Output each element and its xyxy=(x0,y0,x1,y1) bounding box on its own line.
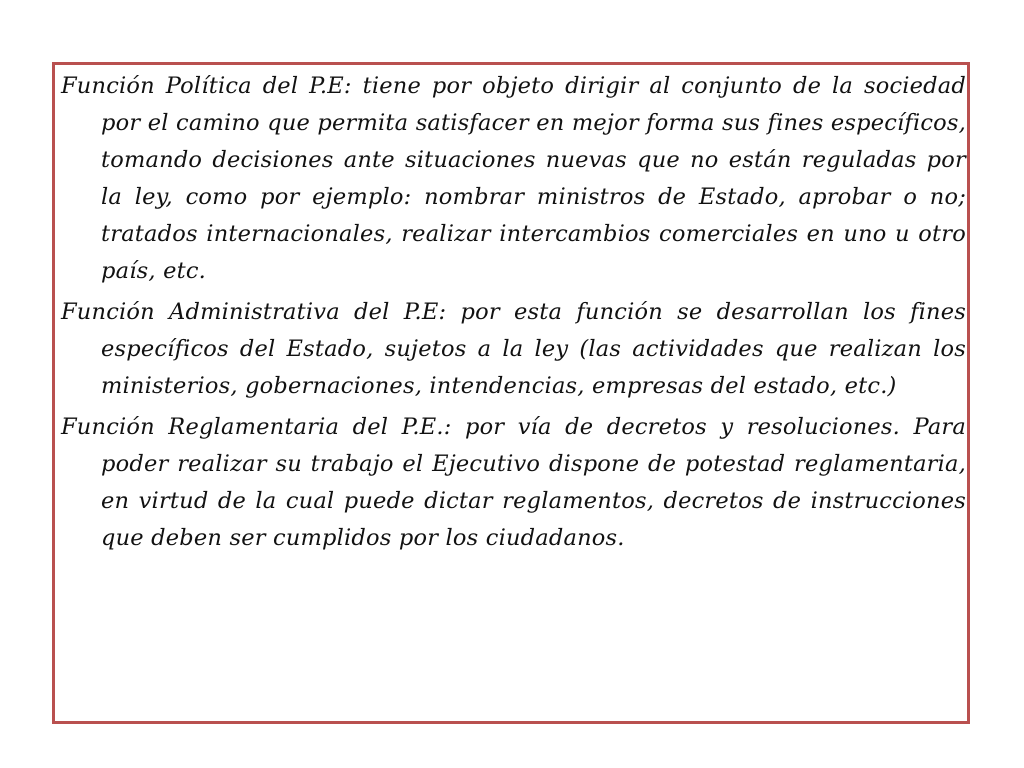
paragraph-funcion-reglamentaria: Función Reglamentaria del P.E.: por vía de decretos y resoluciones. Para poder realizar su trabajo el Ejecutivo dispone de potestad reglamentaria, en virtud de la cual puede dictar reglamentos, decretos de instrucciones que deben ser cumplidos por los ciudadanos. xyxy=(61,414,966,551)
paragraph-funcion-politica: Función Política del P.E: tiene por objeto dirigir al conjunto de la sociedad por el camino que permita satisfacer en mejor forma sus fines específicos, tomando decisiones ante situaciones nuevas que no están reguladas por la ley, como por ejemplo: nombrar ministros de Estado, aprobar o no; tratados internacionales, realizar intercambios comerciales en uno u otro país, etc. xyxy=(61,73,966,284)
paragraph-funcion-administrativa: Función Administrativa del P.E: por esta función se desarrollan los fines específicos del Estado, sujetos a la ley (las actividades que realizan los ministerios, gobernaciones, intendencias, empresas del estado, etc.) xyxy=(61,299,966,399)
text-body xyxy=(61,68,966,561)
